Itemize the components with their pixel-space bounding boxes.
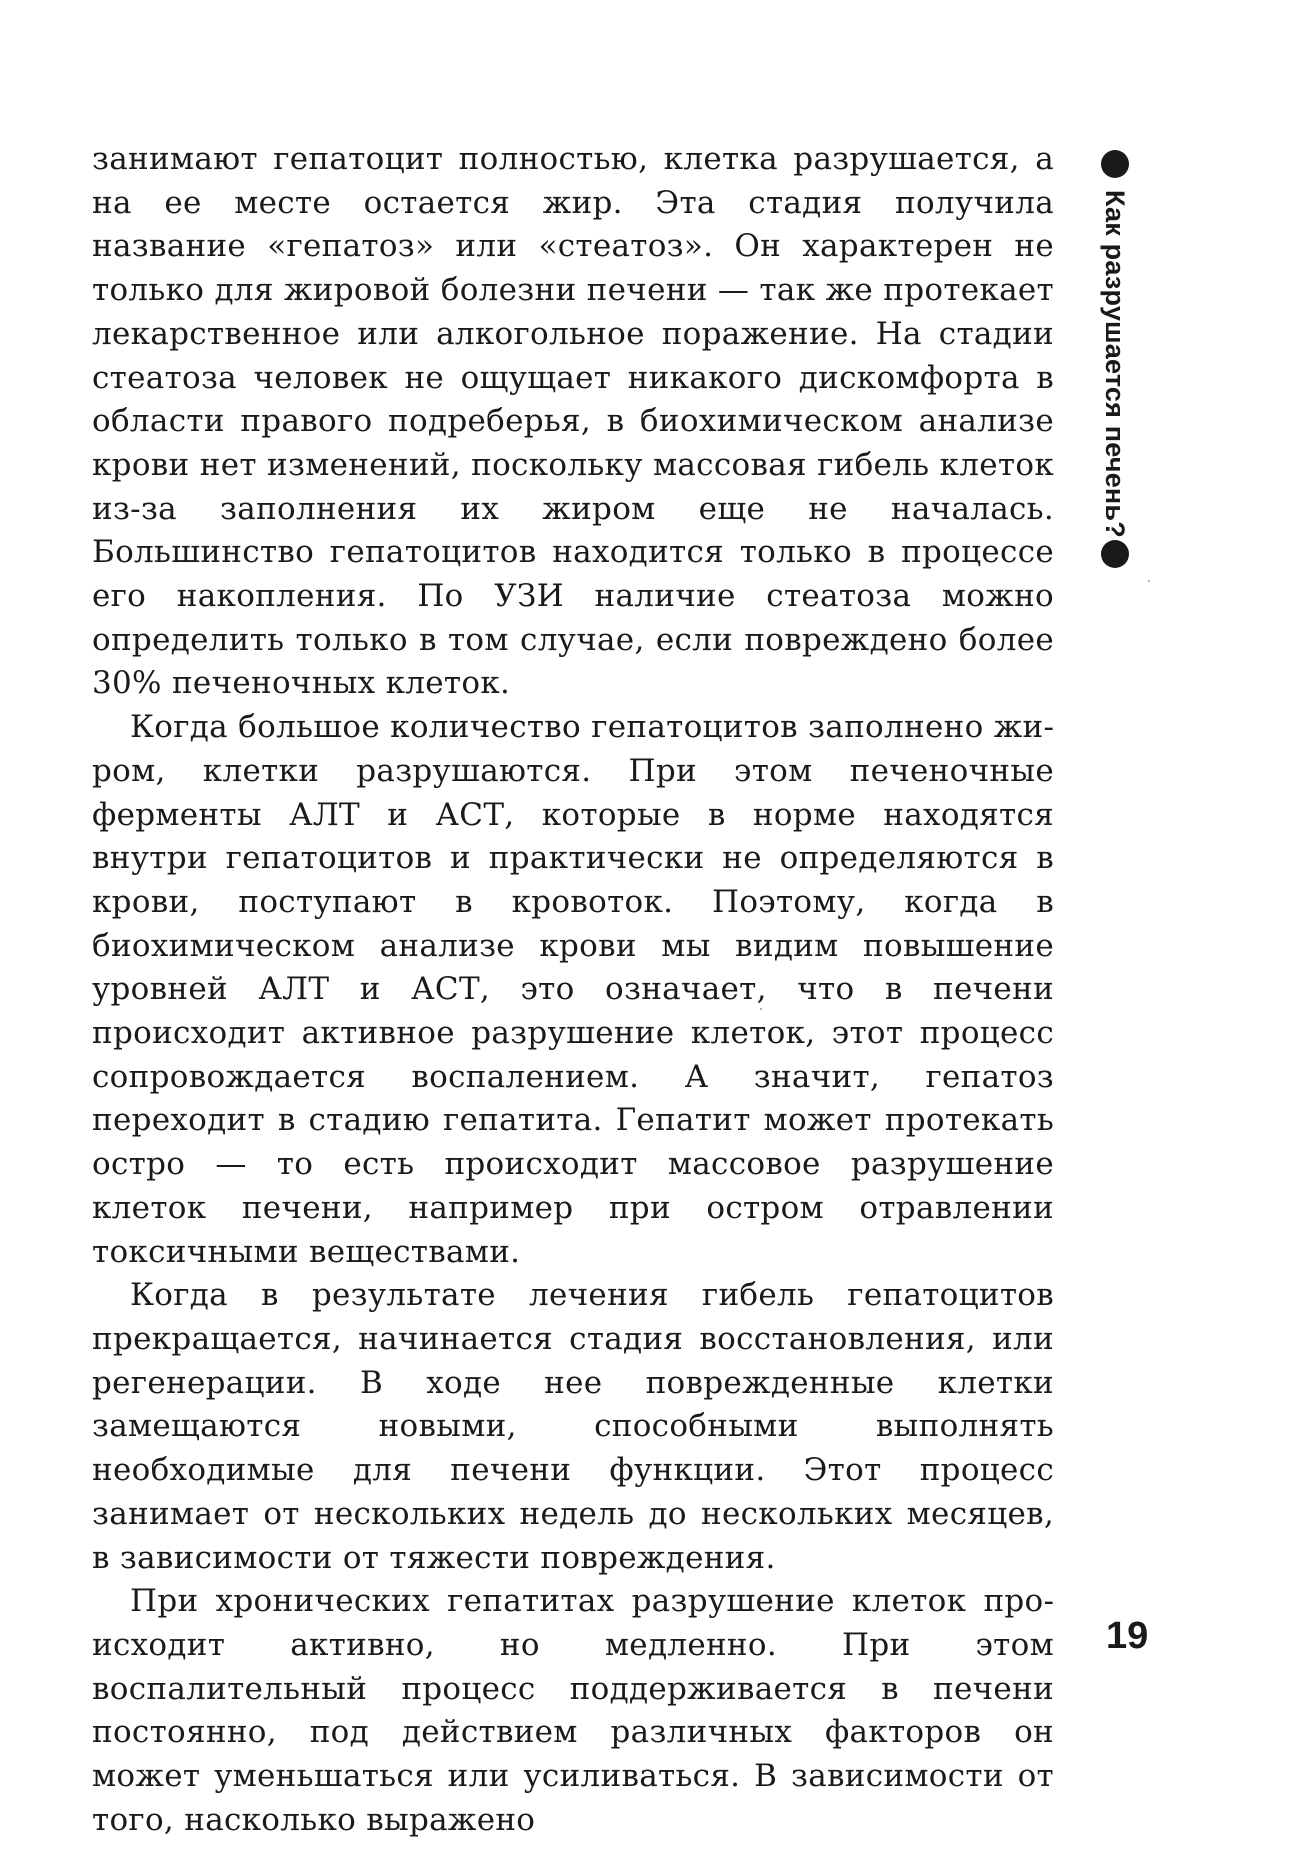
body-text <box>92 138 1054 1842</box>
paragraph: Когда большое количество гепатоцитов заполнено жиром, клетки разрушаются. При этом печеночные ферменты АЛТ и АСТ, которые в норме находятся внутри гепатоцитов и практически не определяются в крови, поступают в кровоток. Поэтому, когда в биохимическом анализе крови мы видим повышение уровней АЛТ и АСТ, это означает, что в печени происходит активное разрушение клеток, этот процесс сопровождается воспалением. А значит, гепатоз переходит в стадию гепатита. Гепатит может протекать остро — то есть происходит массовое разрушение клеток печени, например при остром отравлении токсичными веществами. <box>92 709 1054 1270</box>
running-head-title: Как разрушается печень? <box>1100 190 1130 538</box>
bullet-dot-icon <box>1101 150 1129 178</box>
running-head <box>1096 150 1136 570</box>
bullet-dot-icon <box>1101 540 1129 568</box>
page-number: 19 <box>1106 1615 1149 1657</box>
paragraph: При хронических гепатитах разрушение клеток происходит активно, но медленно. При этом воспалительный процесс поддерживается в печени постоянно, под действием различных факторов он может уменьшаться или усиливаться. В зависимости от того, насколько выражено <box>92 1583 1054 1838</box>
scan-speck <box>1148 580 1150 582</box>
scan-speck <box>760 1008 762 1010</box>
paragraph-continued: занимают гепатоцит полностью, клетка разрушается, а на ее месте остается жир. Эта стадия получила название «гепатоз» или «стеатоз». Он характерен не только для жировой болезни печени — так же протекает лекарственное или алкогольное поражение. На стадии стеатоза человек не ощущает никакого дискомфорта в области правого подреберья, в биохимическом анализе крови нет изменений, поскольку массовая гибель клеток из-за заполнения их жиром еще не началась. Большинство гепатоцитов находится только в процессе его накопления. По УЗИ наличие стеатоза можно определить только в том случае, если повреждено более 30% печеночных клеток. <box>92 141 1054 702</box>
paragraph: Когда в результате лечения гибель гепатоцитов прекращается, начинается стадия восстановления, или регенерации. В ходе нее поврежденные клетки замещаются новыми, способными выполнять необходимые для печени функции. Этот процесс занимает от нескольких недель до нескольких месяцев, в зависимости от тяжести повреждения. <box>92 1277 1054 1576</box>
